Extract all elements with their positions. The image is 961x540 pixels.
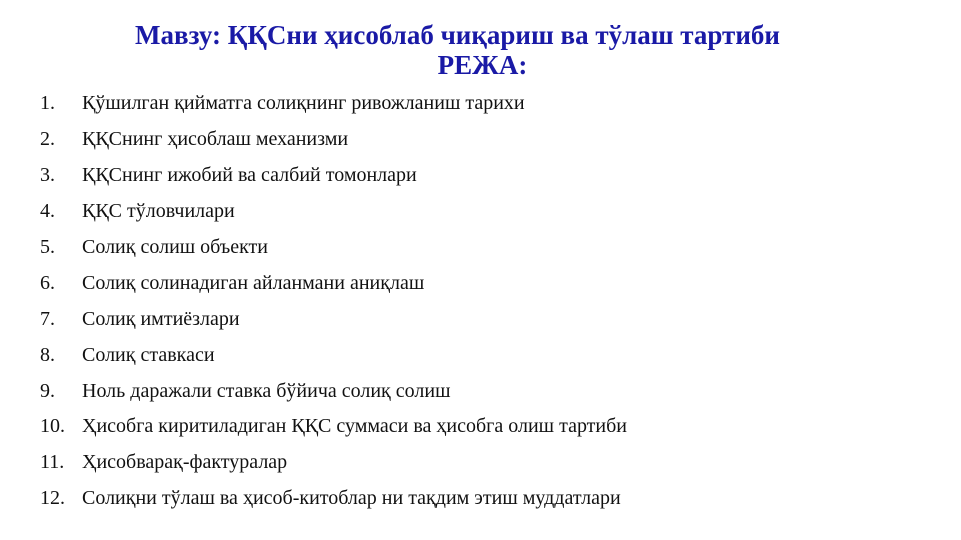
plan-item-number: 1. (40, 92, 55, 115)
plan-item-text: Қўшилган қийматга солиқнинг ривожланиш тарихи (82, 92, 525, 115)
plan-item-number: 9. (40, 379, 55, 402)
title-topic: Мавзу: ҚҚСни ҳисоблаб чиқариш ва тўлаш тартиби (135, 20, 780, 50)
plan-item-number: 8. (40, 343, 55, 366)
plan-item-text: ҚҚСнинг ҳисоблаш механизми (82, 128, 349, 151)
plan-item (40, 337, 627, 373)
plan-item-number: 5. (40, 236, 55, 258)
plan-item (40, 86, 627, 122)
plan-item-number: 4. (40, 200, 55, 223)
plan-item-number: 3. (40, 164, 55, 187)
plan-item-text: ҚҚСнинг ижобий ва салбий томонлари (82, 164, 417, 187)
plan-item-number: 11. (40, 451, 65, 474)
plan-item-text: ҚҚС тўловчилари (82, 200, 235, 223)
plan-item-number: 6. (40, 271, 55, 294)
plan-item (40, 265, 627, 301)
plan-item (40, 445, 627, 481)
plan-item-text: Солиқ солинадиган айланмани аниқлаш (82, 271, 425, 294)
plan-item (40, 194, 627, 230)
plan-item (40, 409, 627, 445)
plan-item-number: 10. (40, 415, 65, 438)
plan-item-text: Ҳисобга киритиладиган ҚҚС суммаси ва ҳисобга олиш тартиби (82, 415, 627, 438)
plan-item-number: 12. (40, 487, 65, 510)
plan-item (40, 373, 627, 409)
plan-item (40, 122, 627, 158)
plan-item (40, 158, 627, 194)
plan-item-number: 2. (40, 128, 55, 151)
plan-item-text: Солиқни тўлаш ва ҳисоб-китоблар ни тақдим этиш муддатлари (82, 487, 621, 510)
plan-item (40, 481, 627, 517)
plan-item-number: 7. (40, 307, 55, 330)
plan-list (40, 86, 627, 517)
plan-item-text: Солиқ солиш объекти (82, 236, 268, 258)
plan-item-text: Солиқ имтиёзлари (82, 307, 240, 330)
plan-item-text: Солиқ ставкаси (82, 343, 215, 366)
title-plan-heading: РЕЖА: (437, 50, 528, 80)
plan-item-text: Ҳисобварақ-фактуралар (82, 451, 288, 474)
plan-item (40, 301, 627, 337)
slide-title (0, 19, 961, 81)
plan-item (40, 230, 627, 266)
plan-item-text: Ноль даражали ставка бўйича солиқ солиш (82, 379, 451, 402)
